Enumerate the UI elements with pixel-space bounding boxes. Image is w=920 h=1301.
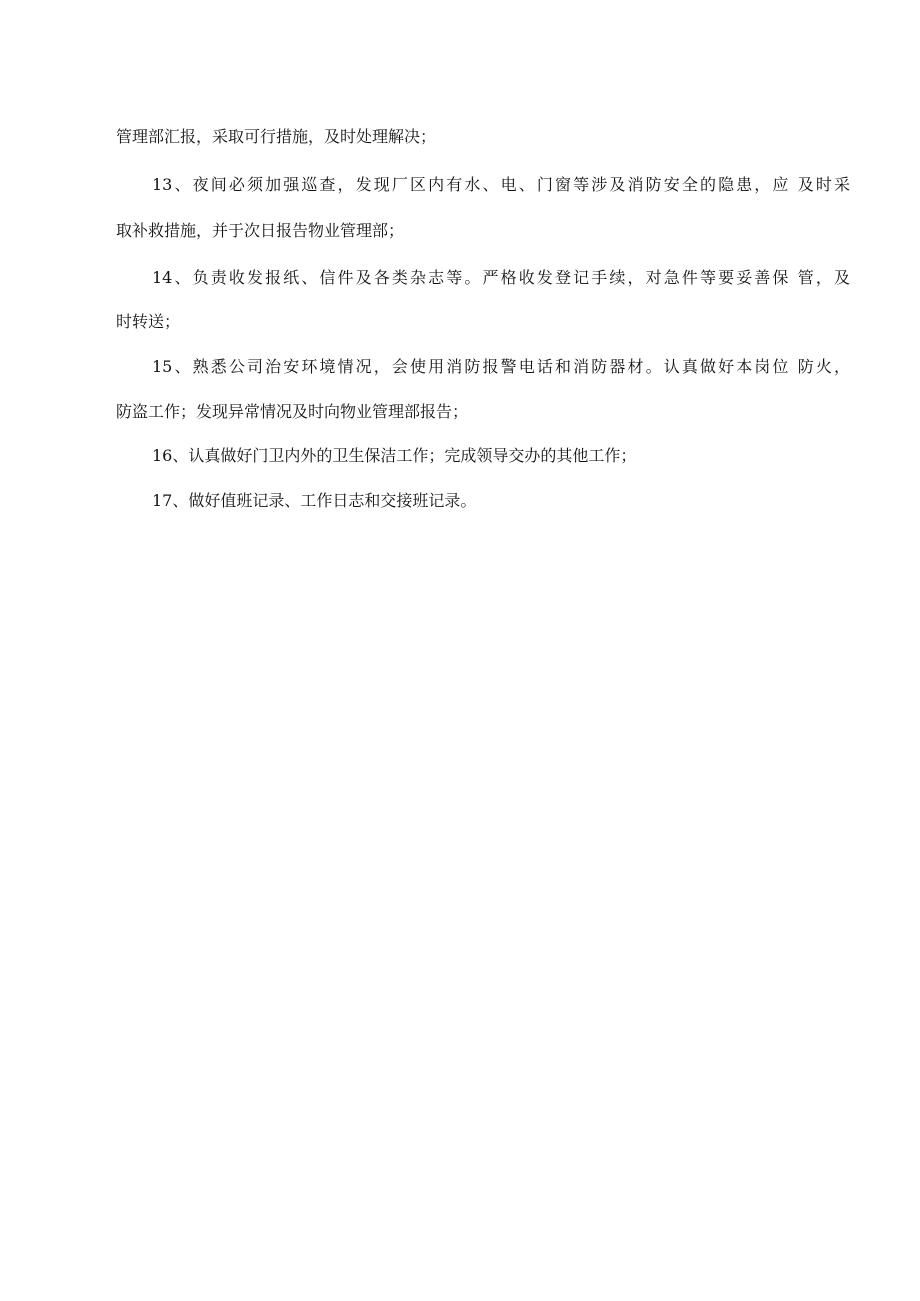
text-line: 管理部汇报，采取可行措施，及时处理解决； xyxy=(116,127,437,146)
item-15-line-2: 防盗工作；发现异常情况及时向物业管理部报告； xyxy=(116,402,469,421)
item-13-line-1: 13、夜间必须加强巡查，发现厂区内有水、电、门窗等涉及消防安全的隐患，应 及时采 xyxy=(152,175,850,194)
item-17-line: 17、做好值班记录、工作日志和交接班记录。 xyxy=(152,491,477,510)
item-14-line-1: 14、负责收发报纸、信件及各类杂志等。严格收发登记手续，对急件等要妥善保 管，及 xyxy=(152,268,850,287)
item-16-line: 16、认真做好门卫内外的卫生保洁工作；完成领导交办的其他工作； xyxy=(152,446,637,465)
item-13-line-2: 取补救措施，并于次日报告物业管理部； xyxy=(116,221,405,240)
item-14-line-2: 时转送； xyxy=(116,312,181,331)
item-15-line-1: 15、熟悉公司治安环境情况，会使用消防报警电话和消防器材。认真做好本岗位 防火， xyxy=(152,357,850,376)
